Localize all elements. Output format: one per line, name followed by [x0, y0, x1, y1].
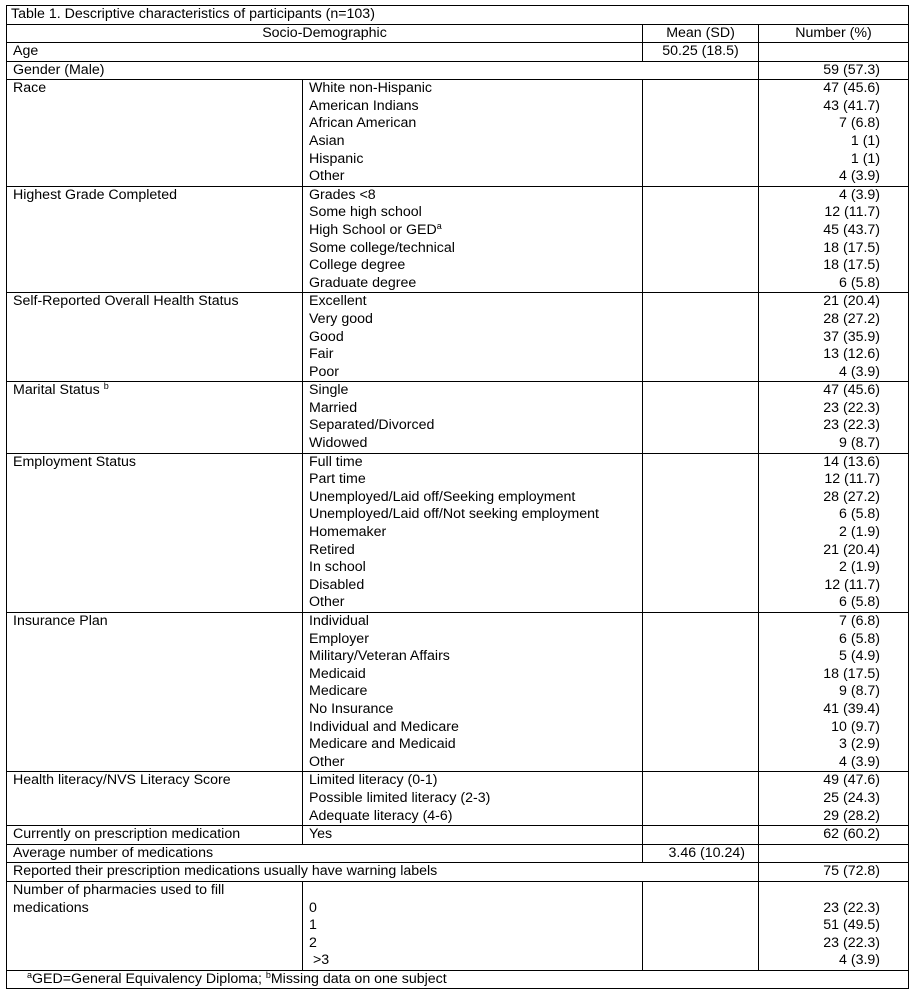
age-mean: 50.25 (18.5): [643, 43, 759, 62]
warning-number: 75 (72.8): [759, 863, 909, 882]
list-item: Good: [309, 328, 344, 345]
list-item: Medicare and Medicaid: [309, 736, 456, 753]
list-item: 21 (20.4): [823, 541, 881, 558]
list-item: 0: [309, 899, 317, 916]
list-item: 13 (12.6): [823, 346, 881, 363]
list-item: Military/Veteran Affairs: [309, 648, 450, 665]
list-item: Disabled: [309, 576, 365, 593]
list-item: 12 (11.7): [824, 576, 881, 593]
list-item: Hispanic: [309, 150, 364, 167]
list-item: 10 (9.7): [831, 718, 881, 735]
row-label-marital: Marital Status $^b$: [7, 382, 303, 453]
list-item: 3 (2.9): [839, 736, 881, 753]
list-item: 23 (22.3): [823, 417, 881, 434]
list-item: High School or GED$^a$: [309, 220, 442, 238]
list-item: 49 (47.6): [823, 772, 881, 789]
list-item: African American: [309, 115, 417, 132]
list-item: Medicare: [309, 683, 368, 700]
list-item: 2 (1.9): [839, 559, 881, 576]
list-item: 4 (3.9): [839, 753, 881, 770]
list-item: >3: [309, 952, 330, 969]
list-item: Asian: [309, 132, 345, 149]
row-label-insurance: Insurance Plan: [7, 613, 303, 772]
literacy-items: [303, 772, 643, 826]
row-label-avg-meds: Average number of medications: [7, 844, 643, 863]
list-item: 5 (4.9): [839, 648, 881, 665]
footnote-marker-b: b: [103, 381, 109, 392]
list-item: 6 (5.8): [839, 594, 881, 611]
list-item: Adequate literacy (4-6): [309, 807, 453, 824]
list-item: No Insurance: [309, 700, 394, 717]
race-numbers: [759, 80, 909, 187]
list-item: White non-Hispanic: [309, 80, 433, 97]
list-item: 2: [309, 934, 317, 951]
row-label-warning: Reported their prescription medications usually have warning labels: [7, 863, 759, 882]
list-item: 4 (3.9): [839, 168, 881, 185]
list-item: Poor: [309, 363, 339, 380]
list-item: 18 (17.5): [823, 239, 881, 256]
pharmacies-items: [303, 881, 643, 970]
list-item: Unemployed/Laid off/Seeking employment: [309, 488, 576, 505]
list-item: Individual: [309, 613, 369, 629]
health-items: [303, 293, 643, 382]
list-item: 18 (17.5): [823, 257, 881, 274]
list-item: 25 (24.3): [823, 789, 881, 806]
list-item: 47 (45.6): [823, 382, 881, 399]
employment-numbers: [759, 453, 909, 612]
list-item: Possible limited literacy (2-3): [309, 789, 491, 806]
list-item: 6 (5.8): [839, 274, 881, 291]
list-item: Fair: [309, 346, 334, 363]
list-item: Grades <8: [309, 186, 376, 203]
pharmacies-numbers: 23 (22.3) 51 (49.5) 23 (22.3) 4 (3.9): [759, 881, 909, 970]
table-footnote: $^a$GED=General Equivalency Diploma; $^b$Missing data on one subject: [7, 970, 909, 989]
list-item: 47 (45.6): [823, 80, 881, 97]
list-item: 12 (11.7): [824, 204, 881, 221]
grade-items: [303, 186, 643, 293]
list-item: Widowed: [309, 435, 368, 452]
list-item: 18 (17.5): [823, 665, 881, 682]
list-item: Excellent: [309, 293, 367, 310]
row-label-age: Age: [7, 43, 643, 62]
row-label-literacy: Health literacy/NVS Literacy Score: [7, 772, 303, 826]
list-item: 1: [309, 917, 317, 934]
list-item: 6 (5.8): [839, 506, 881, 523]
prescription-item: Yes: [303, 826, 643, 845]
row-label-prescription: Currently on prescription medication: [7, 826, 303, 845]
list-item: 1 (1): [850, 132, 881, 149]
health-numbers: [759, 293, 909, 382]
insurance-numbers: [759, 613, 909, 772]
list-item: 4 (3.9): [839, 363, 881, 380]
list-item: Some college/technical: [309, 239, 455, 256]
list-item: 43 (41.7): [823, 97, 881, 114]
list-item: Part time: [309, 471, 366, 488]
marital-items: [303, 382, 643, 453]
header-sociodemographic: Socio-Demographic: [7, 24, 643, 42]
list-item: Separated/Divorced: [309, 417, 435, 434]
list-item: 9 (8.7): [839, 435, 881, 452]
race-items: [303, 80, 643, 187]
row-label-health: Self-Reported Overall Health Status: [7, 293, 303, 382]
list-item: Very good: [309, 310, 373, 327]
list-item: Medicaid: [309, 665, 366, 682]
list-item: 45 (43.7): [823, 221, 881, 238]
list-item: American Indians: [309, 97, 419, 114]
employment-items: [303, 453, 643, 612]
list-item: 41 (39.4): [823, 700, 881, 717]
list-item: College degree: [309, 257, 406, 274]
row-label-gender: Gender (Male): [7, 61, 759, 80]
gender-number: 59 (57.3): [759, 61, 909, 80]
header-mean-sd: Mean (SD): [643, 24, 759, 42]
list-item: 1 (1): [850, 150, 881, 167]
list-item: Other: [309, 753, 345, 770]
grade-numbers: [759, 186, 909, 293]
list-item: 2 (1.9): [839, 524, 881, 541]
list-item: Employer: [309, 630, 369, 647]
row-label-race: Race: [7, 80, 303, 187]
list-item: Individual and Medicare: [309, 718, 459, 735]
row-label-pharmacies: Number of pharmacies used to fill medications: [7, 881, 303, 970]
literacy-numbers: [759, 772, 909, 826]
prescription-number: 62 (60.2): [759, 826, 909, 845]
list-item: Limited literacy (0-1): [309, 772, 438, 789]
list-item: 6 (5.8): [839, 630, 881, 647]
list-item: 29 (28.2): [823, 807, 881, 824]
list-item: 4 (3.9): [839, 186, 881, 203]
insurance-items: [303, 613, 643, 772]
list-item: Married: [309, 399, 358, 416]
row-label-employment: Employment Status: [7, 453, 303, 612]
list-item: 23 (22.3): [823, 399, 881, 416]
marital-numbers: [759, 382, 909, 453]
list-item: 28 (27.2): [823, 310, 881, 327]
list-item: 7 (6.8): [839, 115, 881, 132]
list-item: In school: [309, 559, 366, 576]
list-item: Full time: [309, 453, 363, 470]
list-item: 37 (35.9): [823, 328, 881, 345]
footnote-marker-a: a: [436, 220, 442, 231]
row-label-grade: Highest Grade Completed: [7, 186, 303, 293]
list-item: 14 (13.6): [823, 453, 881, 470]
list-item: Single: [309, 382, 349, 399]
avg-meds-mean: 3.46 (10.24): [643, 844, 759, 863]
list-item: 12 (11.7): [824, 471, 881, 488]
table-title: Table 1. Descriptive characteristics of participants (n=103): [7, 6, 909, 25]
list-item: Retired: [309, 541, 355, 558]
list-item: 7 (6.8): [839, 613, 881, 629]
list-item: Other: [309, 594, 345, 611]
list-item: Unemployed/Laid off/Not seeking employment: [309, 506, 599, 523]
header-number-pct: Number (%): [759, 24, 909, 42]
list-item: Homemaker: [309, 524, 387, 541]
list-item: 9 (8.7): [839, 683, 881, 700]
list-item: Some high school: [309, 204, 422, 221]
descriptive-table: [6, 5, 909, 989]
list-item: Graduate degree: [309, 274, 417, 291]
list-item: 28 (27.2): [823, 488, 881, 505]
list-item: Other: [309, 168, 345, 185]
list-item: 21 (20.4): [823, 293, 881, 310]
